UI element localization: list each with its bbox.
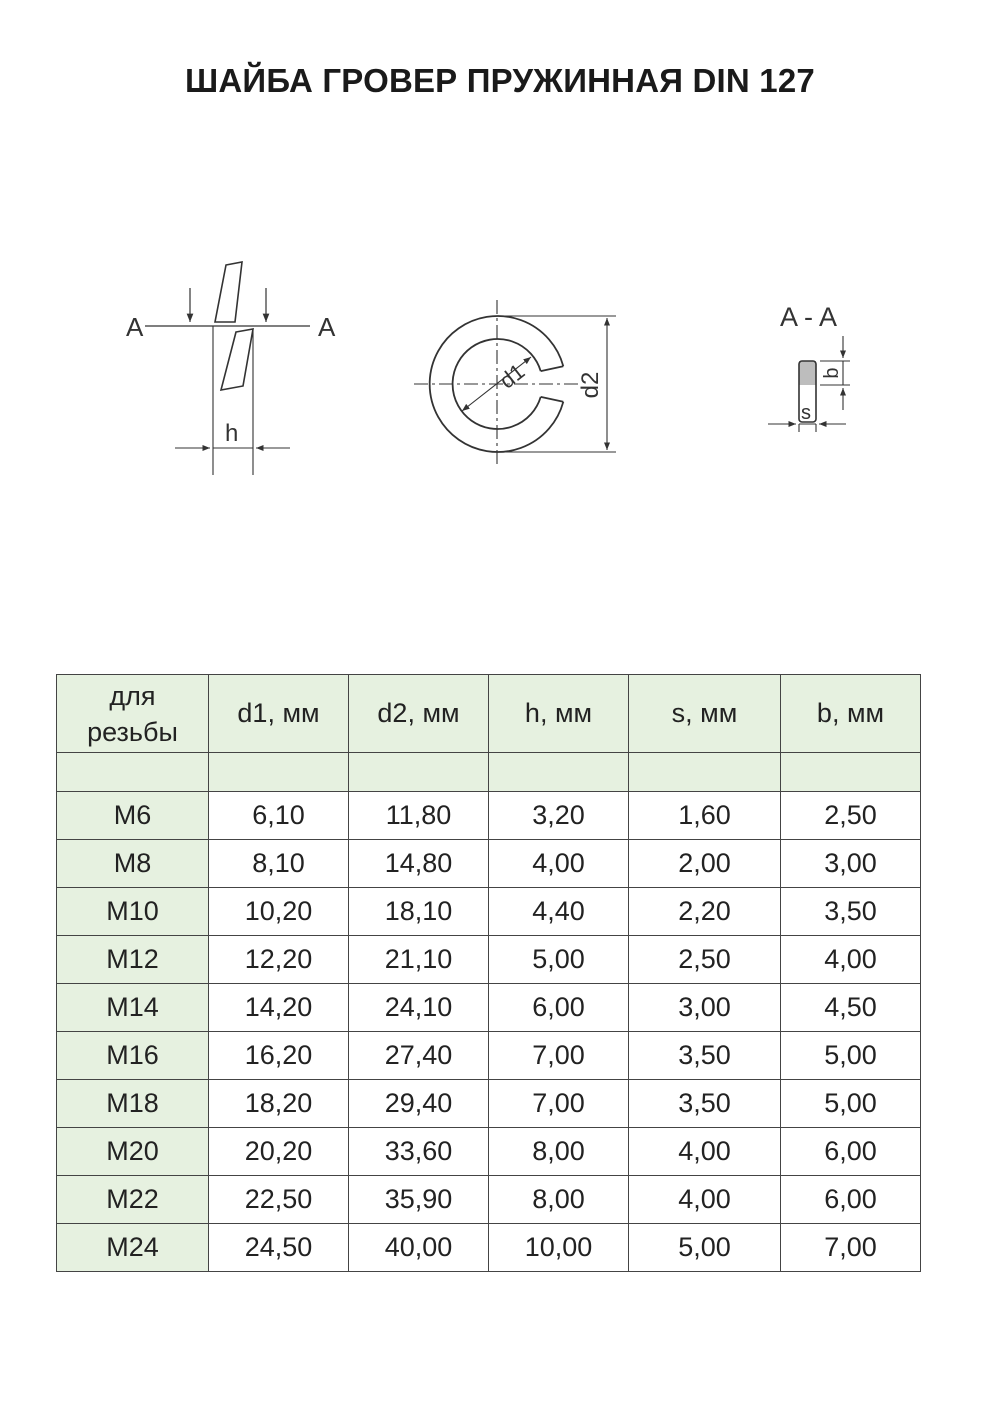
cell-d2: 35,90: [349, 1176, 489, 1224]
washer-upper-part: [215, 262, 242, 322]
cell-s: 4,00: [629, 1176, 781, 1224]
cell-h: 7,00: [489, 1032, 629, 1080]
cell-d1: 18,20: [209, 1080, 349, 1128]
cell-h: 5,00: [489, 936, 629, 984]
cell-thread: M12: [57, 936, 209, 984]
header-spacer-row: [57, 753, 921, 792]
technical-drawing: [0, 0, 1000, 520]
cell-s: 3,00: [629, 984, 781, 1032]
cell-s: 2,00: [629, 840, 781, 888]
cell-s: 3,50: [629, 1080, 781, 1128]
cell-thread: M14: [57, 984, 209, 1032]
cell-d1: 24,50: [209, 1224, 349, 1272]
table-row: [57, 1032, 921, 1080]
table-row: [57, 840, 921, 888]
table-row: [57, 1176, 921, 1224]
header-thread-line2: резьбы: [87, 716, 178, 747]
table-row: [57, 1080, 921, 1128]
cell-d2: 21,10: [349, 936, 489, 984]
cell-h: 8,00: [489, 1176, 629, 1224]
cell-b: 3,00: [781, 840, 921, 888]
cell-d1: 8,10: [209, 840, 349, 888]
section-view-title: A - A: [780, 302, 838, 332]
cell-s: 5,00: [629, 1224, 781, 1272]
spec-table: [56, 674, 921, 1272]
cell-thread: M10: [57, 888, 209, 936]
table-row: [57, 984, 921, 1032]
cell-d1: 14,20: [209, 984, 349, 1032]
table-row: [57, 888, 921, 936]
cell-thread: M18: [57, 1080, 209, 1128]
cell-s: 1,60: [629, 792, 781, 840]
cell-b: 7,00: [781, 1224, 921, 1272]
cell-thread: M6: [57, 792, 209, 840]
cell-d1: 16,20: [209, 1032, 349, 1080]
cell-s: 4,00: [629, 1128, 781, 1176]
washer-lower-part: [221, 329, 253, 390]
header-h: h, мм: [489, 675, 629, 753]
cell-thread: M16: [57, 1032, 209, 1080]
cell-b: 6,00: [781, 1128, 921, 1176]
s-label: s: [801, 402, 811, 424]
cell-b: 5,00: [781, 1080, 921, 1128]
cell-d1: 20,20: [209, 1128, 349, 1176]
cell-b: 6,00: [781, 1176, 921, 1224]
cell-h: 7,00: [489, 1080, 629, 1128]
table-row: [57, 1128, 921, 1176]
cell-d2: 27,40: [349, 1032, 489, 1080]
cell-thread: M8: [57, 840, 209, 888]
b-label: b: [821, 367, 843, 379]
cell-d2: 11,80: [349, 792, 489, 840]
cell-d2: 24,10: [349, 984, 489, 1032]
cell-b: 3,50: [781, 888, 921, 936]
table-row: [57, 1224, 921, 1272]
section-shading: [799, 361, 816, 385]
section-label-left: A: [126, 312, 144, 342]
d2-label: d2: [577, 371, 604, 399]
cell-b: 4,00: [781, 936, 921, 984]
header-thread: [57, 675, 209, 753]
cell-h: 6,00: [489, 984, 629, 1032]
cell-h: 4,00: [489, 840, 629, 888]
cell-b: 4,50: [781, 984, 921, 1032]
section-label-right: A: [318, 312, 336, 342]
h-label: h: [225, 420, 239, 447]
cell-h: 8,00: [489, 1128, 629, 1176]
header-s: s, мм: [629, 675, 781, 753]
cell-h: 10,00: [489, 1224, 629, 1272]
split-gap-bottom: [541, 397, 564, 402]
cell-d1: 22,50: [209, 1176, 349, 1224]
cell-thread: M24: [57, 1224, 209, 1272]
table-row: [57, 792, 921, 840]
split-gap-top: [541, 366, 564, 371]
cell-d1: 12,20: [209, 936, 349, 984]
cell-d2: 33,60: [349, 1128, 489, 1176]
cell-thread: M20: [57, 1128, 209, 1176]
header-d2: d2, мм: [349, 675, 489, 753]
d1-label: d1: [494, 358, 530, 394]
page-title: ШАЙБА ГРОВЕР ПРУЖИННАЯ DIN 127: [185, 62, 815, 99]
cell-thread: M22: [57, 1176, 209, 1224]
cell-b: 2,50: [781, 792, 921, 840]
cell-b: 5,00: [781, 1032, 921, 1080]
cell-s: 3,50: [629, 1032, 781, 1080]
cell-d1: 6,10: [209, 792, 349, 840]
cell-d2: 40,00: [349, 1224, 489, 1272]
cell-s: 2,20: [629, 888, 781, 936]
cell-d1: 10,20: [209, 888, 349, 936]
cell-h: 3,20: [489, 792, 629, 840]
header-thread-line1: для: [109, 680, 156, 711]
header-d1: d1, мм: [209, 675, 349, 753]
cell-d2: 18,10: [349, 888, 489, 936]
table-row: [57, 936, 921, 984]
header-b: b, мм: [781, 675, 921, 753]
cell-h: 4,40: [489, 888, 629, 936]
cell-d2: 14,80: [349, 840, 489, 888]
cell-d2: 29,40: [349, 1080, 489, 1128]
header-row: [57, 675, 921, 753]
cell-s: 2,50: [629, 936, 781, 984]
